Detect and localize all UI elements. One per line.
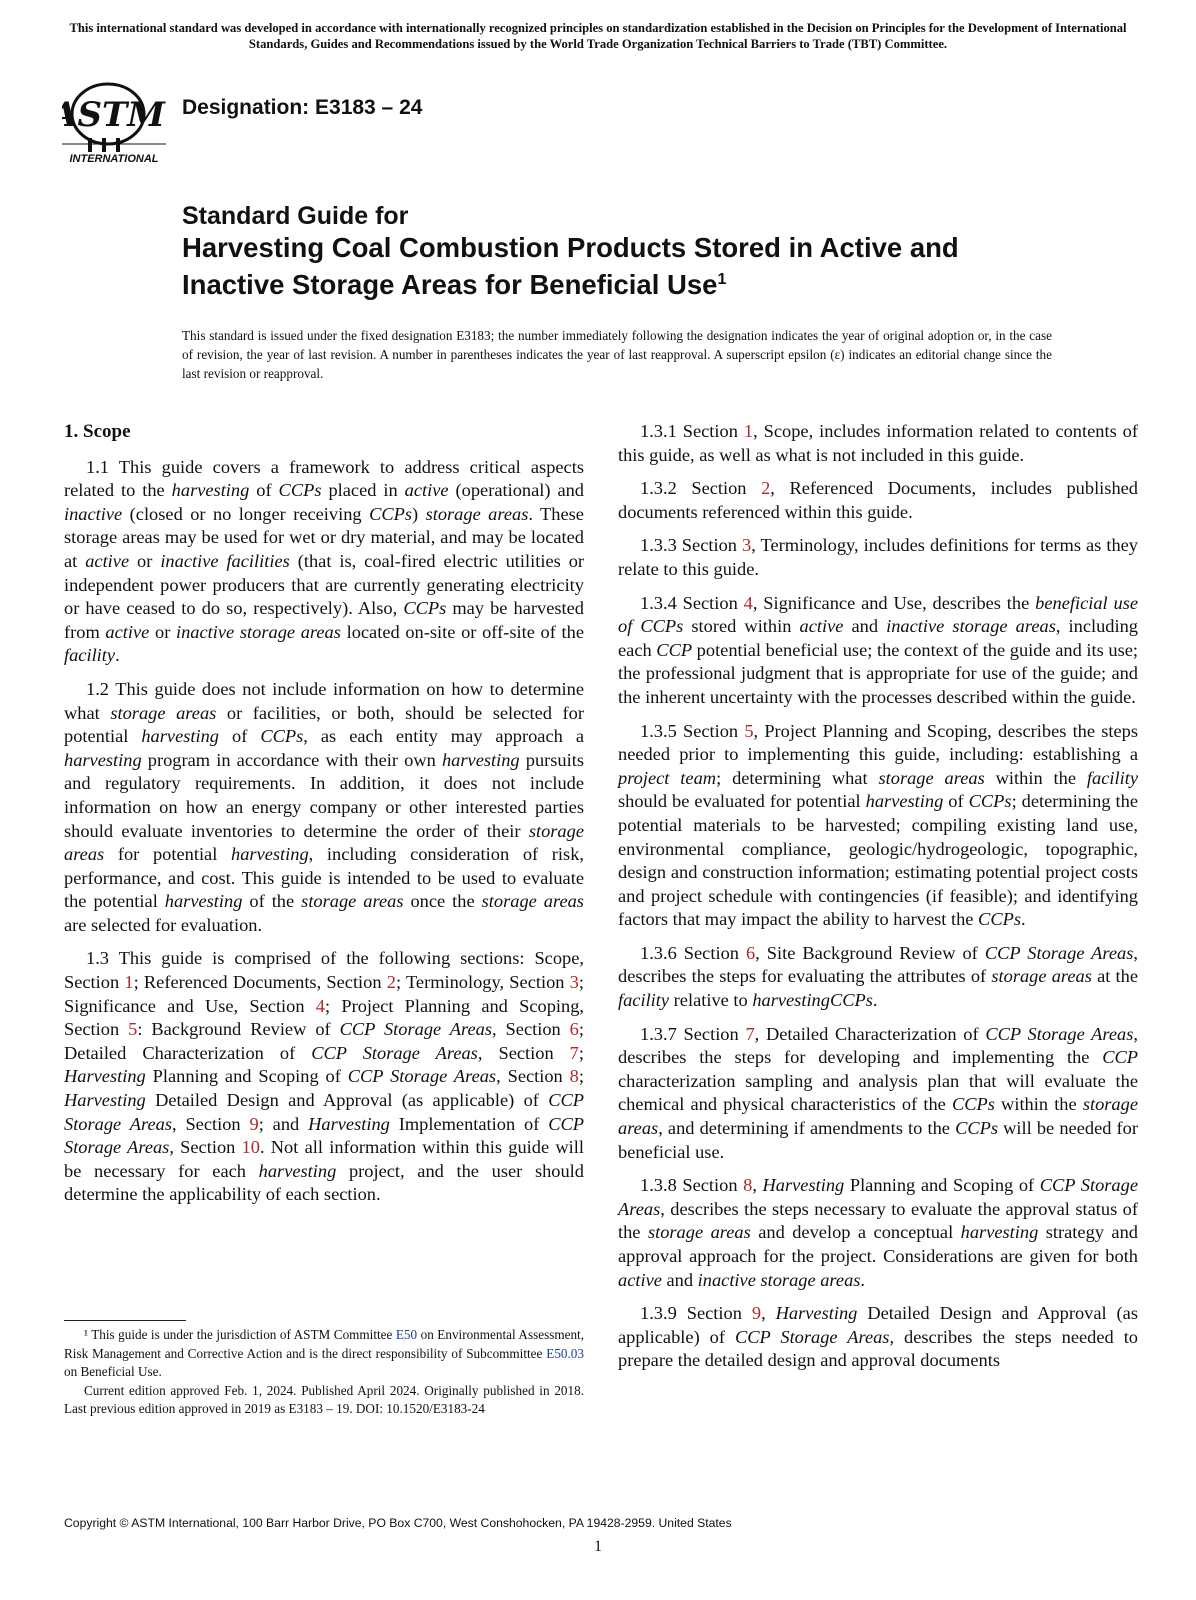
section-link[interactable]: 1 xyxy=(124,972,134,993)
logo-subtext: INTERNATIONAL xyxy=(69,153,159,165)
section-link[interactable]: 7 xyxy=(569,1042,579,1063)
title-line-3: Inactive Storage Areas for Beneficial Use xyxy=(182,269,718,301)
paragraph-1-3-3: 1.3.3 Section 3, Terminology, includes definitions for terms as they relate to this guide. xyxy=(618,535,1139,579)
paragraph-1-3-9: 1.3.9 Section 9, Harvesting Detailed Design and Approval (as applicable) of CCP Storage Areas, describes the steps needed to prepare the detailed design and approval documents xyxy=(618,1303,1139,1371)
document-title xyxy=(182,200,1082,301)
section-link[interactable]: 1 xyxy=(743,421,754,441)
subcommittee-link[interactable]: E50.03 xyxy=(546,1345,584,1361)
issuance-note: This standard is issued under the fixed designation E3183; the number immediately following the designation indicates the year of original adoption or, in the case of revision, the year of last revision. A number in parentheses indicates the year of last reapproval. A superscript epsilon (ε) indicates an editorial change since the last revision or reapproval. xyxy=(182,328,1052,381)
section-link[interactable]: 10 xyxy=(241,1137,260,1158)
astm-logo xyxy=(62,78,170,166)
paragraph-1-3-2: 1.3.2 Section 2, Referenced Documents, includes published documents referenced within this guide. xyxy=(618,478,1139,522)
paragraph-1-3-4: 1.3.4 Section 4, Significance and Use, describes the beneficial use of CCPs stored within active and inactive storage areas, including each CCP potential beneficial use; the context of the guide and its use; the professional judgment that is appropriate for use of the guide; and the inherent uncertainty with the processes described within the guide. xyxy=(618,592,1139,707)
section-link[interactable]: 3 xyxy=(569,972,579,993)
section-link[interactable]: 9 xyxy=(249,1113,259,1134)
title-line-1: Standard Guide for xyxy=(182,202,409,230)
section-link[interactable]: 5 xyxy=(744,720,754,741)
committee-link[interactable]: E50 xyxy=(395,1327,418,1342)
footnote-divider xyxy=(64,1320,186,1321)
paragraph-1-3-8: 1.3.8 Section 8, Harvesting Planning and Scoping of CCP Storage Areas, describes the steps necessary to evaluate the approval status of the storage areas and develop a conceptual harvesting strategy and approval approach for the project. Considerations are given for both active and inactive storage areas. xyxy=(618,1175,1138,1290)
section-link[interactable]: 2 xyxy=(386,972,396,993)
paragraph-1-3: 1.3 This guide is comprised of the following sections: Scope, Section 1; Referenced Documents, Section 2; Terminology, Section 3; Significance and Use, Section 4; Project Planning and Scoping, Section 5: Background Review of CCP Storage Areas, Section 6; Detailed Characterization of CCP Storage Areas, Section 7; Harvesting Planning and Scoping of CCP Storage Areas, Section 8; Harvesting Detailed Design and Approval (as applicable) of CCP Storage Areas, Section 9; and Harvesting Implementation of CCP Storage Areas, Section 10. Not all information within this guide will be necessary for each harvesting project, and the user should determine the applicability of each section. xyxy=(64,948,584,1205)
svg-text:ASTM: ASTM xyxy=(62,95,165,135)
title-line-2: Harvesting Coal Combustion Products Stored in Active and xyxy=(182,232,959,263)
section-link[interactable]: 3 xyxy=(742,535,752,556)
wto-notice: This international standard was developed in accordance with internationally recognized principles on standardization established in the Decision on Principles for the Development of International Standards, Guides and Recommendations issued by the World Trade Organization Technical Barriers to Trade (TBT) Committee. xyxy=(69,21,1127,51)
paragraph-1-2: 1.2 This guide does not include information on how to determine what storage areas or facilities, or both, should be selected for potential harvesting of CCPs, as each entity may approach a harvesting program in accordance with their own harvesting pursuits and regulatory requirements. In addition, it does not include information on how an energy company or other interested parties should evaluate inventories to determine the order of their storage areas for potential harvesting, including consideration of risk, performance, and cost. This guide is intended to be used to evaluate the potential harvesting of the storage areas once the storage areas are selected for evaluation. xyxy=(64,678,585,935)
section-link[interactable]: 9 xyxy=(751,1303,762,1324)
copyright-notice: Copyright © ASTM International, 100 Barr Harbor Drive, PO Box C700, West Conshohocken, PA 19428-2959. United States xyxy=(64,1516,732,1530)
footnote: ¹ This guide is under the jurisdiction of ASTM Committee E50 on Environmental Assessment, Risk Management and Corrective Action and is the direct responsibility of Subcommittee E50.03 on Beneficial Use. Current edition approved Feb. 1, 2024. Published April 2024. Originally published in 2018. Last previous edition approved in 2019 as E3183 – 19. DOI: 10.1520/E3183-24 xyxy=(64,1327,584,1416)
section-heading-scope: 1. Scope xyxy=(64,421,131,442)
paragraph-1-3-6: 1.3.6 Section 6, Site Background Review of CCP Storage Areas, describes the steps for evaluating the attributes of storage areas at the facility relative to harvestingCCPs. xyxy=(618,942,1138,1011)
paragraph-1-1: 1.1 This guide covers a framework to address critical aspects related to the harvesting of CCPs placed in active (operational) and inactive (closed or no longer receiving CCPs) storage areas. These storage areas may be used for wet or dry material, and may be located at active or inactive facilities (that is, coal-fired electric utilities or independent power producers that are currently generating electricity or have ceased to do so, respectively). Also, CCPs may be harvested from active or inactive storage areas located on-site or off-site of the facility. xyxy=(64,456,585,666)
designation: Designation: E3183 – 24 xyxy=(182,96,423,119)
title-footnote-mark: 1 xyxy=(717,271,727,288)
section-link[interactable]: 2 xyxy=(761,478,771,499)
page-number: 1 xyxy=(594,1538,602,1555)
section-link[interactable]: 5 xyxy=(128,1019,138,1040)
left-column xyxy=(64,420,584,1217)
right-column xyxy=(618,420,1138,1383)
section-link[interactable]: 7 xyxy=(745,1023,755,1044)
section-link[interactable]: 8 xyxy=(569,1066,579,1087)
paragraph-1-3-7: 1.3.7 Section 7, Detailed Characterization of CCP Storage Areas, describes the steps for developing and implementing the CCP characterization sampling and analysis plan that will evaluate the chemical and physical characteristics of the CCPs within the storage areas, and determining if amendments to the CCPs will be needed for beneficial use. xyxy=(618,1023,1138,1162)
paragraph-1-3-1: 1.3.1 Section 1, Scope, includes information related to contents of this guide, as well as what is not included in this guide. xyxy=(618,421,1139,465)
section-link[interactable]: 6 xyxy=(569,1019,579,1040)
section-link[interactable]: 4 xyxy=(743,592,753,613)
section-link[interactable]: 6 xyxy=(745,942,756,963)
section-link[interactable]: 4 xyxy=(315,995,325,1016)
paragraph-1-3-5: 1.3.5 Section 5, Project Planning and Scoping, describes the steps needed prior to implementing this guide, including: establishing a project team; determining what storage areas within the facility should be evaluated for potential harvesting of CCPs; determining the potential materials to be harvested; compiling existing land use, environmental compliance, geologic/hydrogeologic, topographic, design and construction information; estimating potential project costs and project schedule with contingencies (if feasible); and identifying factors that may impact the ability to harvest the CCPs. xyxy=(618,720,1139,930)
section-link[interactable]: 8 xyxy=(743,1175,753,1196)
